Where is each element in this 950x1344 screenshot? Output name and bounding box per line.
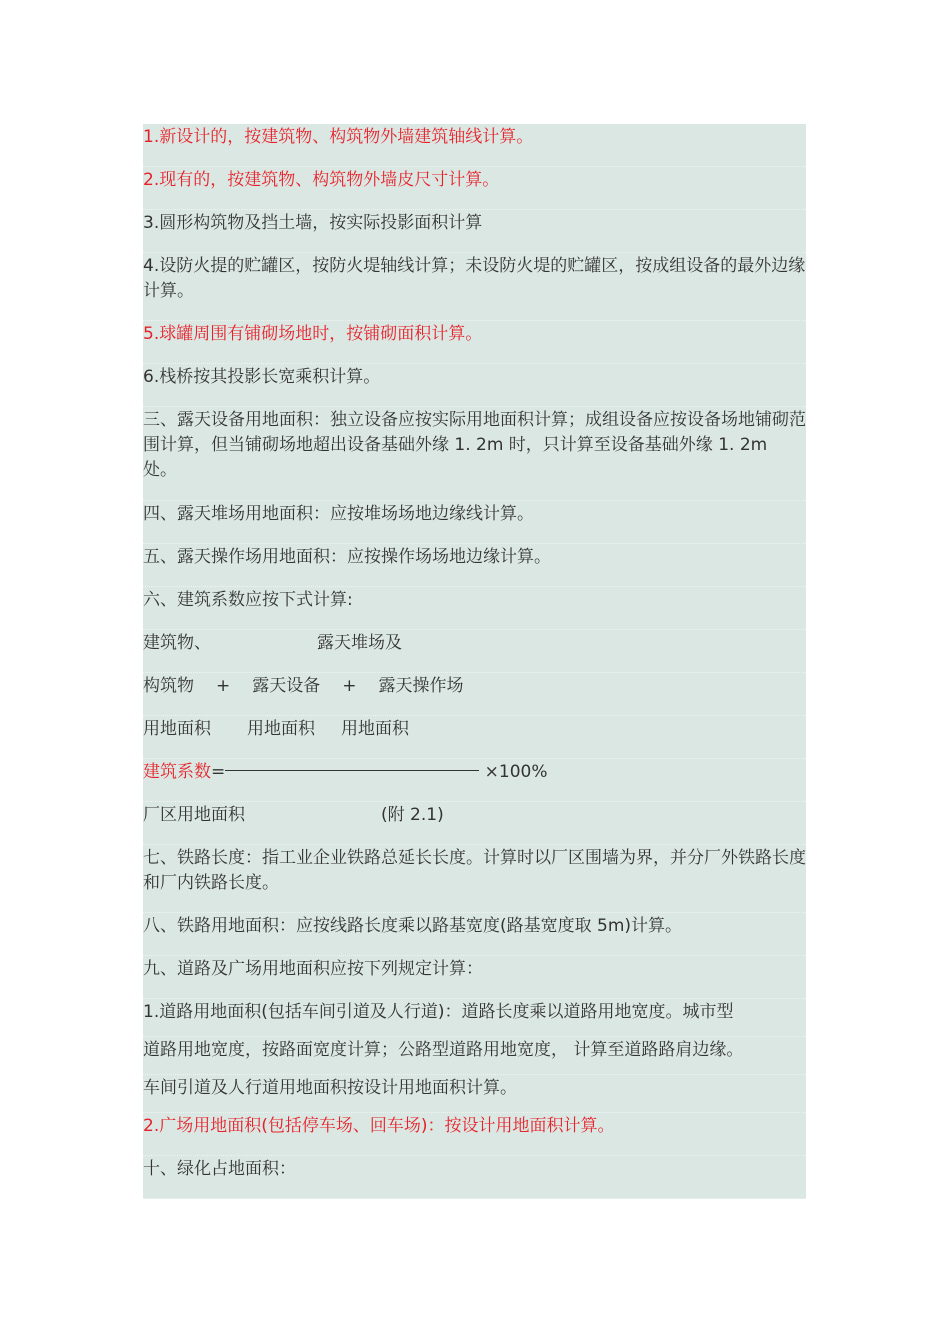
paragraph-20: 九、道路及广场用地面积应按下列规定计算： (143, 956, 806, 999)
paragraph-8: 四、露天堆场用地面积：应按堆场场地边缘线计算。 (143, 501, 806, 544)
formula-term-structures: 构筑物 (143, 676, 194, 696)
formula-row-4 (143, 759, 806, 802)
formula-term-yard: 露天堆场及 (317, 633, 402, 653)
paragraph-6: 6.栈桥按其投影长宽乘积计算。 (143, 364, 806, 407)
formula-row-1 (143, 630, 806, 673)
plus-sign: + (342, 676, 357, 696)
paragraph-2: 2.现有的，按建筑物、构筑物外墙皮尺寸计算。 (143, 167, 806, 210)
formula-denominator: 厂区用地面积 (143, 805, 245, 825)
plus-sign: + (216, 676, 231, 696)
formula-area-3: 用地面积 (341, 719, 409, 739)
paragraph-21-line-2: 道路用地宽度，按路面宽度计算；公路型道路用地宽度， 计算至道路路肩边缘。 (143, 1037, 806, 1075)
formula-label: 建筑系数 (143, 762, 211, 782)
paragraph-21-line-3: 车间引道及人行道用地面积按设计用地面积计算。 (143, 1075, 806, 1113)
formula-row-2 (143, 673, 806, 716)
formula-term-operation-yard: 露天操作场 (378, 676, 464, 696)
paragraph-3: 3.圆形构筑物及挡土墙，按实际投影面积计算 (143, 210, 806, 253)
paragraph-9: 五、露天操作场用地面积：应按操作场场地边缘计算。 (143, 544, 806, 587)
formula-area-1: 用地面积 (143, 719, 211, 739)
formula-times: ×100% (484, 762, 548, 782)
paragraph-21-line-1: 1.道路用地面积(包括车间引道及人行道)：道路长度乘以道路用地宽度。城市型 (143, 999, 806, 1037)
paragraph-22: 2.广场用地面积(包括停车场、回车场)：按设计用地面积计算。 (143, 1113, 806, 1156)
paragraph-5: 5.球罐周围有铺砌场地时，按铺砌面积计算。 (143, 321, 806, 364)
document-body (143, 124, 806, 1199)
formula-equals: = (211, 762, 226, 782)
formula-row-5 (143, 802, 806, 845)
formula-row-3 (143, 716, 806, 759)
paragraph-7: 三、露天设备用地面积：独立设备应按实际用地面积计算；成组设备应按设备场地铺砌范围计算，但当铺砌场地超出设备基础外缘 1. 2m 时，只计算至设备基础外缘 1. 2m 处。 (143, 407, 806, 501)
equation-number: (附 2.1) (381, 805, 444, 825)
paragraph-10: 六、建筑系数应按下式计算: (143, 587, 806, 630)
paragraph-18: 七、铁路长度：指工业企业铁路总延长长度。计算时以厂区围墙为界，并分厂外铁路长度和厂内铁路长度。 (143, 845, 806, 913)
paragraph-4: 4.设防火提的贮罐区，按防火堤轴线计算；未设防火堤的贮罐区，按成组设备的最外边缘计算。 (143, 253, 806, 321)
formula-term-equipment: 露天设备 (252, 676, 321, 696)
paragraph-19: 八、铁路用地面积：应按线路长度乘以路基宽度(路基宽度取 5m)计算。 (143, 913, 806, 956)
fraction-bar (225, 770, 479, 771)
paragraph-23: 十、绿化占地面积： (143, 1156, 806, 1199)
formula-term-buildings: 建筑物、 (143, 633, 211, 653)
paragraph-1: 1.新设计的，按建筑物、构筑物外墙建筑轴线计算。 (143, 124, 806, 167)
formula-area-2: 用地面积 (247, 719, 315, 739)
